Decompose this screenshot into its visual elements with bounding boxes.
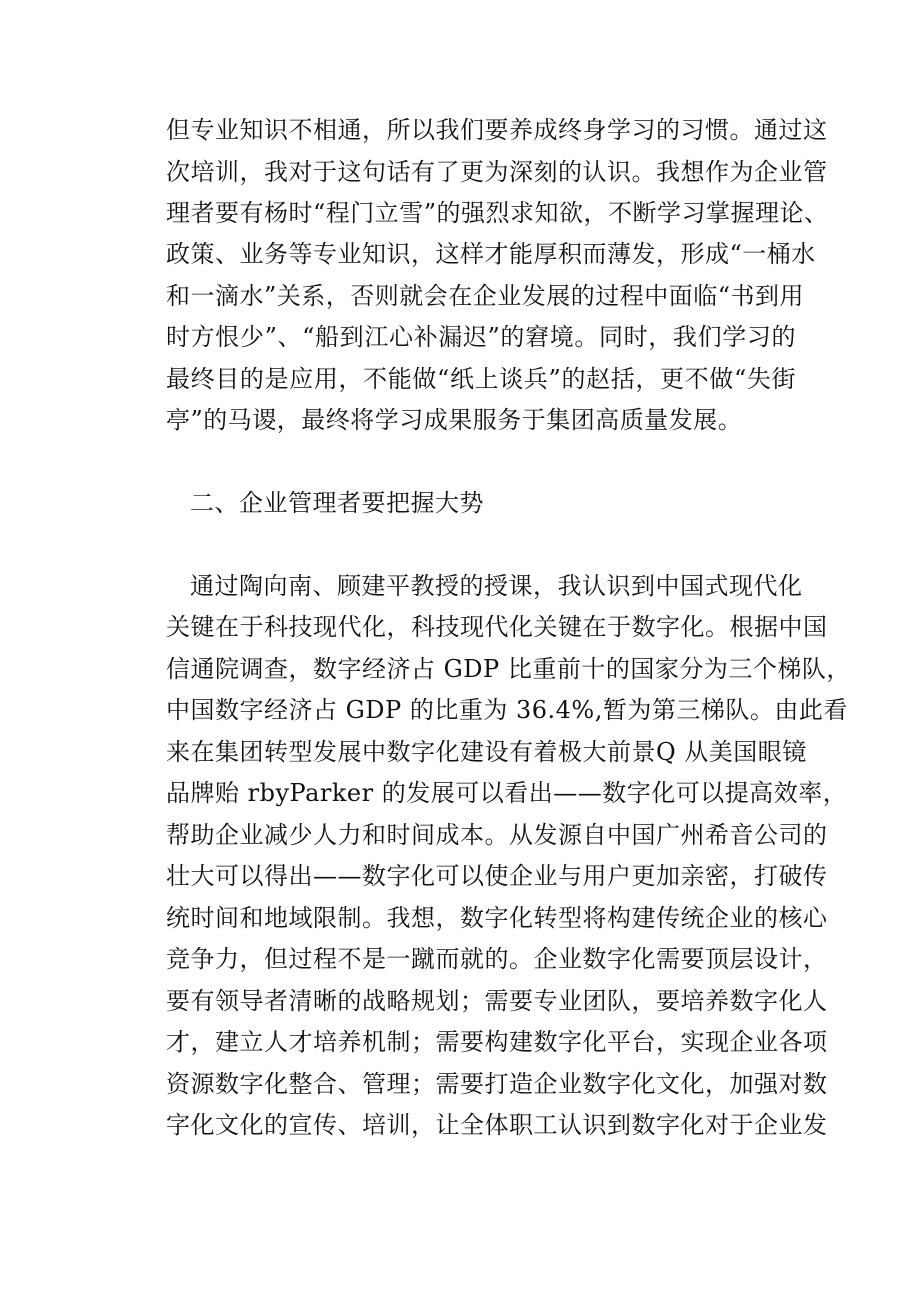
paragraph-line: 统时间和地域限制。我想，数字化转型将构建传统企业的核心 [166, 904, 828, 932]
paragraph-line: 关键在于科技现代化，科技现代化关键在于数字化。根据中国 [166, 613, 828, 641]
paragraph-line: 中国数字经济占 GDP 的比重为 36.4%,暂为第三梯队。由此看 [166, 696, 848, 724]
paragraph-line: 品牌贻 rbyParker 的发展可以看出——数字化可以提高效率， [166, 779, 848, 807]
paragraph-line: 要有领导者清晰的战略规划；需要专业团队，要培养数字化人 [166, 987, 828, 1015]
paragraph-line: 和一滴水”关系，否则就会在企业发展的过程中面临“书到用 [166, 282, 805, 310]
paragraph-line: 最终目的是应用，不能做“纸上谈兵”的赵括，更不做“失街 [166, 365, 796, 393]
section-heading: 二、企业管理者要把握大势 [190, 489, 484, 517]
paragraph-line: 通过陶向南、顾建平教授的授课，我认识到中国式现代化 [190, 572, 803, 600]
paragraph-line: 才，建立人才培养机制；需要构建数字化平台，实现企业各项 [166, 1028, 828, 1056]
paragraph-line: 但专业知识不相通，所以我们要养成终身学习的习惯。通过这 [166, 116, 828, 144]
paragraph-line: 资源数字化整合、管理；需要打造企业数字化文化，加强对数 [166, 1070, 828, 1098]
paragraph-line: 来在集团转型发展中数字化建设有着极大前景Q 从美国眼镜 [166, 738, 807, 766]
paragraph-line: 竞争力，但过程不是一蹴而就的。企业数字化需要顶层设计， [166, 945, 828, 973]
paragraph-line: 次培训，我对于这句话有了更为深刻的认识。我想作为企业管 [166, 158, 828, 186]
paragraph-line: 壮大可以得出——数字化可以使企业与用户更加亲密，打破传 [166, 862, 828, 890]
paragraph-line: 时方恨少”、“船到江心补漏迟”的窘境。同时，我们学习的 [166, 323, 796, 351]
paragraph-line: 理者要有杨时“程门立雪”的强烈求知欲，不断学习掌握理论、 [166, 199, 829, 227]
paragraph-line: 亭”的马谡，最终将学习成果服务于集团高质量发展。 [166, 406, 743, 434]
paragraph-line: 字化文化的宣传、培训，让全体职工认识到数字化对于企业发 [166, 1111, 828, 1139]
paragraph-line: 政策、业务等专业知识，这样才能厚积而薄发，形成“一桶水 [166, 240, 816, 268]
paragraph-line: 帮助企业减少人力和时间成本。从发源自中国广州希音公司的 [166, 821, 828, 849]
paragraph-line: 信通院调查，数字经济占 GDP 比重前十的国家分为三个梯队， [166, 655, 851, 683]
